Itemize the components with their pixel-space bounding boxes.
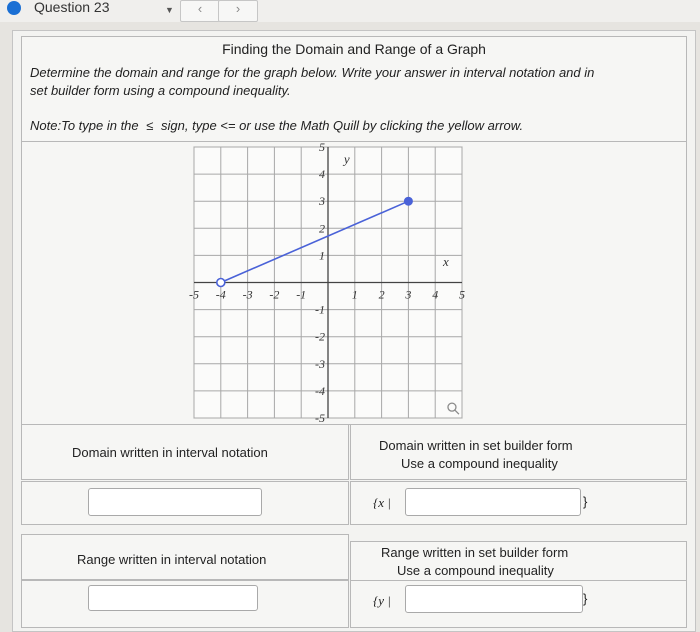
- y-tick-label: 5: [319, 142, 325, 154]
- question-card: [12, 30, 696, 632]
- range-setbuilder-input[interactable]: [405, 585, 583, 613]
- range-interval-input[interactable]: [88, 585, 258, 611]
- range-interval-input-box: [21, 580, 349, 628]
- title-box: [21, 36, 687, 62]
- domain-interval-input-box: [21, 481, 349, 525]
- instructions-line-1: Determine the domain and range for the graph below. Write your answer in interval notation and in: [30, 65, 595, 80]
- graph-box: [21, 141, 687, 425]
- x-tick-label: 1: [351, 287, 358, 302]
- y-tick-label: -2: [315, 329, 325, 344]
- coordinate-graph: [22, 142, 686, 424]
- y-tick-label: 2: [319, 221, 325, 236]
- chevron-left-icon: ‹: [197, 1, 203, 16]
- domain-setbuilder-label-2: Use a compound inequality: [401, 456, 558, 471]
- next-question-button[interactable]: [218, 0, 258, 22]
- x-tick-label: 2: [378, 287, 385, 302]
- x-tick-label: 3: [405, 287, 412, 302]
- y-axis-label: y: [343, 151, 350, 167]
- x-tick-label: -2: [269, 287, 280, 302]
- y-tick-label: 4: [319, 167, 325, 182]
- domain-setbuilder-input-box: [350, 481, 687, 525]
- domain-interval-input[interactable]: [88, 488, 262, 516]
- note-prefix: Note:To type in the: [30, 118, 139, 133]
- x-tick-label: -1: [296, 287, 307, 302]
- range-interval-label: Range written in interval notation: [77, 552, 267, 567]
- range-setbuilder-input-box: [350, 580, 687, 628]
- x-tick-label: 4: [432, 287, 439, 302]
- x-tick-label: -4: [215, 287, 226, 302]
- range-setbuilder-label-1: Range written in set builder form: [381, 545, 569, 560]
- range-setbuilder-prefix: {y |: [373, 593, 391, 608]
- instructions-line-2: set builder form using a compound inequality.: [30, 83, 291, 98]
- chevron-right-icon: ›: [235, 1, 241, 16]
- note-text: [30, 118, 523, 133]
- y-tick-label: 3: [319, 194, 325, 209]
- y-tick-label: -3: [315, 356, 325, 371]
- y-tick-label: 1: [319, 248, 325, 263]
- domain-setbuilder-input[interactable]: [405, 488, 581, 516]
- x-tick-label: -5: [189, 287, 199, 302]
- domain-setbuilder-suffix: }: [583, 494, 588, 509]
- domain-interval-label-box: [21, 424, 349, 480]
- question-status-icon: [7, 1, 21, 15]
- page-title: Finding the Domain and Range of a Graph: [222, 41, 486, 57]
- instructions-box: [21, 61, 687, 142]
- y-tick-label: -1: [315, 302, 325, 317]
- caret-down-icon[interactable]: ▼: [165, 5, 174, 15]
- note-suffix: sign, type <= or use the Math Quill by clicking the yellow arrow.: [161, 118, 524, 133]
- domain-interval-label: Domain written in interval notation: [72, 445, 268, 460]
- segment-open-endpoint: [217, 279, 225, 287]
- top-bar: [0, 0, 700, 22]
- prev-question-button[interactable]: [180, 0, 220, 22]
- domain-setbuilder-prefix: {x |: [373, 495, 391, 510]
- x-tick-label: 5: [459, 287, 465, 302]
- y-tick-label: -4: [315, 383, 325, 398]
- y-tick-label: -5: [315, 411, 325, 424]
- range-setbuilder-suffix: }: [583, 591, 588, 606]
- x-tick-label: -3: [242, 287, 253, 302]
- x-axis-label: x: [443, 254, 449, 270]
- note-symbol: ≤: [146, 118, 154, 133]
- range-interval-label-box: [21, 534, 349, 580]
- question-label: Question 23: [34, 0, 110, 15]
- domain-setbuilder-label-box: [350, 424, 687, 480]
- range-setbuilder-label-2: Use a compound inequality: [397, 563, 554, 578]
- segment-closed-endpoint: [404, 197, 412, 205]
- domain-setbuilder-label-1: Domain written in set builder form: [379, 438, 573, 453]
